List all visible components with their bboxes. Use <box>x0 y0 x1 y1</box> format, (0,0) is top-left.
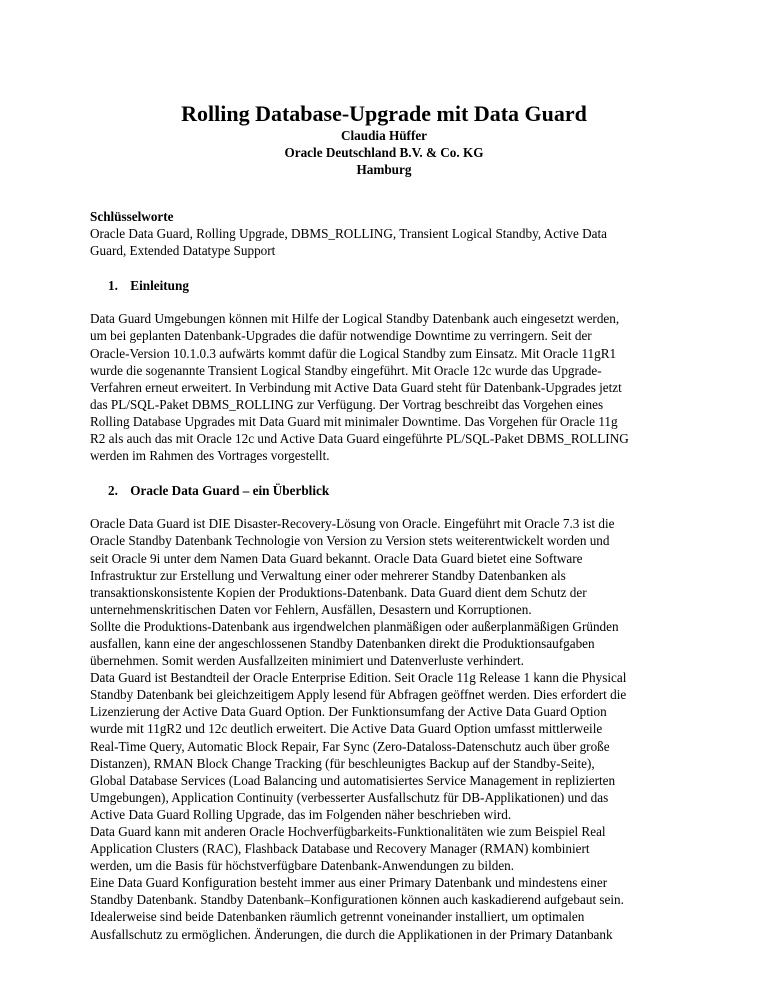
text-line: Standby Datenbank. Standby Datenbank–Konfigurationen können auch kaskadierend aufgebaut sein. <box>90 892 624 908</box>
text-line: übernehmen. Somit werden Ausfallzeiten minimiert und Datenverluste verhindert. <box>90 653 524 669</box>
section-title: Einleitung <box>130 278 189 294</box>
text-line: Oracle Data Guard ist DIE Disaster-Recovery-Lösung von Oracle. Eingeführt mit Oracle 7.3 ist die <box>90 516 615 532</box>
text-line: Data Guard Umgebungen können mit Hilfe der Logical Standby Datenbank auch eingesetzt werden, <box>90 311 620 327</box>
paragraph <box>90 310 678 464</box>
text-line: Data Guard ist Bestandteil der Oracle Enterprise Edition. Seit Oracle 11g Release 1 kann die Physical <box>90 670 627 686</box>
text-line: R2 als auch das mit Oracle 12c und Active Data Guard eingeführte PL/SQL-Paket DBMS_ROLLING <box>90 431 629 447</box>
paragraph <box>90 669 678 823</box>
text-line: Oracle-Version 10.1.0.3 aufwärts kommt dafür die Logical Standby zum Einsatz. Mit Oracle 11gR1 <box>90 345 617 361</box>
paragraph <box>90 874 678 942</box>
text-line: transaktionskonsistente Kopien der Produktions-Datenbank. Data Guard dient dem Schutz der <box>90 584 587 600</box>
text-line: werden im Rahmen des Vortrages vorgestellt. <box>90 448 330 464</box>
text-line: Oracle Standby Datenbank Technologie von Version zu Version stets weiterentwickelt worden und <box>90 533 610 549</box>
section-title: Oracle Data Guard – ein Überblick <box>130 483 330 499</box>
text-line: Standby Datenbank bei gleichzeitigem Apply lesend für Abfragen geöffnet werden. Dies erfordert die <box>90 687 627 703</box>
text-line: seit Oracle 9i unter dem Namen Data Guard bekannt. Oracle Data Guard bietet eine Software <box>90 550 583 566</box>
text-line: Rolling Database Upgrades mit Data Guard mit minimaler Downtime. Das Vorgehen für Oracle 11g <box>90 413 618 429</box>
keywords-line: Guard, Extended Datatype Support <box>90 243 276 259</box>
text-line: das PL/SQL-Paket DBMS_ROLLING zur Verfügung. Der Vortrag beschreibt das Vorgehen eines <box>90 396 604 412</box>
text-line: wurde mit 11gR2 und 12c deutlich erweitert. Die Active Data Guard Option umfasst mittlerweile <box>90 721 603 737</box>
text-line: Distanzen), RMAN Block Change Tracking (für beschleunigtes Backup auf der Standby-Seite), <box>90 755 595 771</box>
paragraph <box>90 515 678 618</box>
section-heading-einleitung <box>90 277 678 294</box>
text-line: Global Database Services (Load Balancing und automatisiertes Service Management in replizierten <box>90 772 616 788</box>
text-line: Data Guard kann mit anderen Oracle Hochverfügbarkeits-Funktionalitäten wie zum Beispiel Real <box>90 824 606 839</box>
text-line: Lizenzierung der Active Data Guard Option. Der Funktionsumfang der Active Data Guard Option <box>90 704 607 720</box>
text-line: Umgebungen), Application Continuity (verbesserter Ausfallschutz für DB-Applikationen) und das <box>90 789 609 805</box>
keywords-text <box>90 225 678 259</box>
section-heading-data-guard-ueberblick <box>90 482 678 499</box>
text-line: Eine Data Guard Konfiguration besteht immer aus einer Primary Datenbank und mindestens einer <box>90 875 608 891</box>
text-line: ausfallen, kann eine der angeschlossenen Standby Datenbanken direkt die Produktionsaufgaben <box>90 635 595 651</box>
text-line: Idealerweise sind beide Datenbanken räumlich getrennt voneinander installiert, um optimalen <box>90 909 585 925</box>
section-number: 1. <box>108 278 118 294</box>
text-line: werden, um die Basis für höchstverfügbare Datenbank-Anwendungen zu bilden. <box>90 858 515 874</box>
paragraph <box>90 823 678 874</box>
text-line: Ausfallschutz zu ermöglichen. Änderungen, die durch die Applikationen in der Primary Datanbank <box>90 926 613 942</box>
text-line: Infrastruktur zur Erstellung und Verwaltung einer oder mehrerer Standby Datenbanken als <box>90 567 566 583</box>
text-line: Application Clusters (RAC), Flashback Database und Recovery Manager (RMAN) kombiniert <box>90 841 590 857</box>
author-city: Hamburg <box>356 162 412 177</box>
document-title: Rolling Database-Upgrade mit Data Guard <box>181 101 587 126</box>
text-line: Sollte die Produktions-Datenbank aus irgendwelchen planmäßigen oder außerplanmäßigen Gründen <box>90 618 619 634</box>
text-line: unternehmenskritischen Daten vor Fehlern, Ausfällen, Desastern und Korruptionen. <box>90 601 532 617</box>
text-line: um bei geplanten Datenbank-Upgrades die dafür notwendige Downtime zu verringern. Seit der <box>90 328 592 344</box>
author-name: Claudia Hüffer <box>340 128 428 143</box>
paragraph <box>90 618 678 669</box>
author-company: Oracle Deutschland B.V. & Co. KG <box>284 145 484 160</box>
keywords-line: Oracle Data Guard, Rolling Upgrade, DBMS_ROLLING, Transient Logical Standby, Active Data <box>90 226 608 242</box>
text-line: Active Data Guard Rolling Upgrade, das im Folgenden näher beschrieben wird. <box>90 806 512 822</box>
text-line: Real-Time Query, Automatic Block Repair, Far Sync (Zero-Dataloss-Datenschutz auch über große <box>90 738 610 754</box>
section-number: 2. <box>108 483 118 499</box>
keywords-heading: Schlüsselworte <box>90 209 174 224</box>
text-line: Verfahren erneut erweitert. In Verbindung mit Active Data Guard steht für Datenbank-Upgrades jetzt <box>90 379 622 395</box>
text-line: wurde die sogenannte Transient Logical Standby eingeführt. Mit Oracle 12c wurde das Upgrade- <box>90 362 602 378</box>
